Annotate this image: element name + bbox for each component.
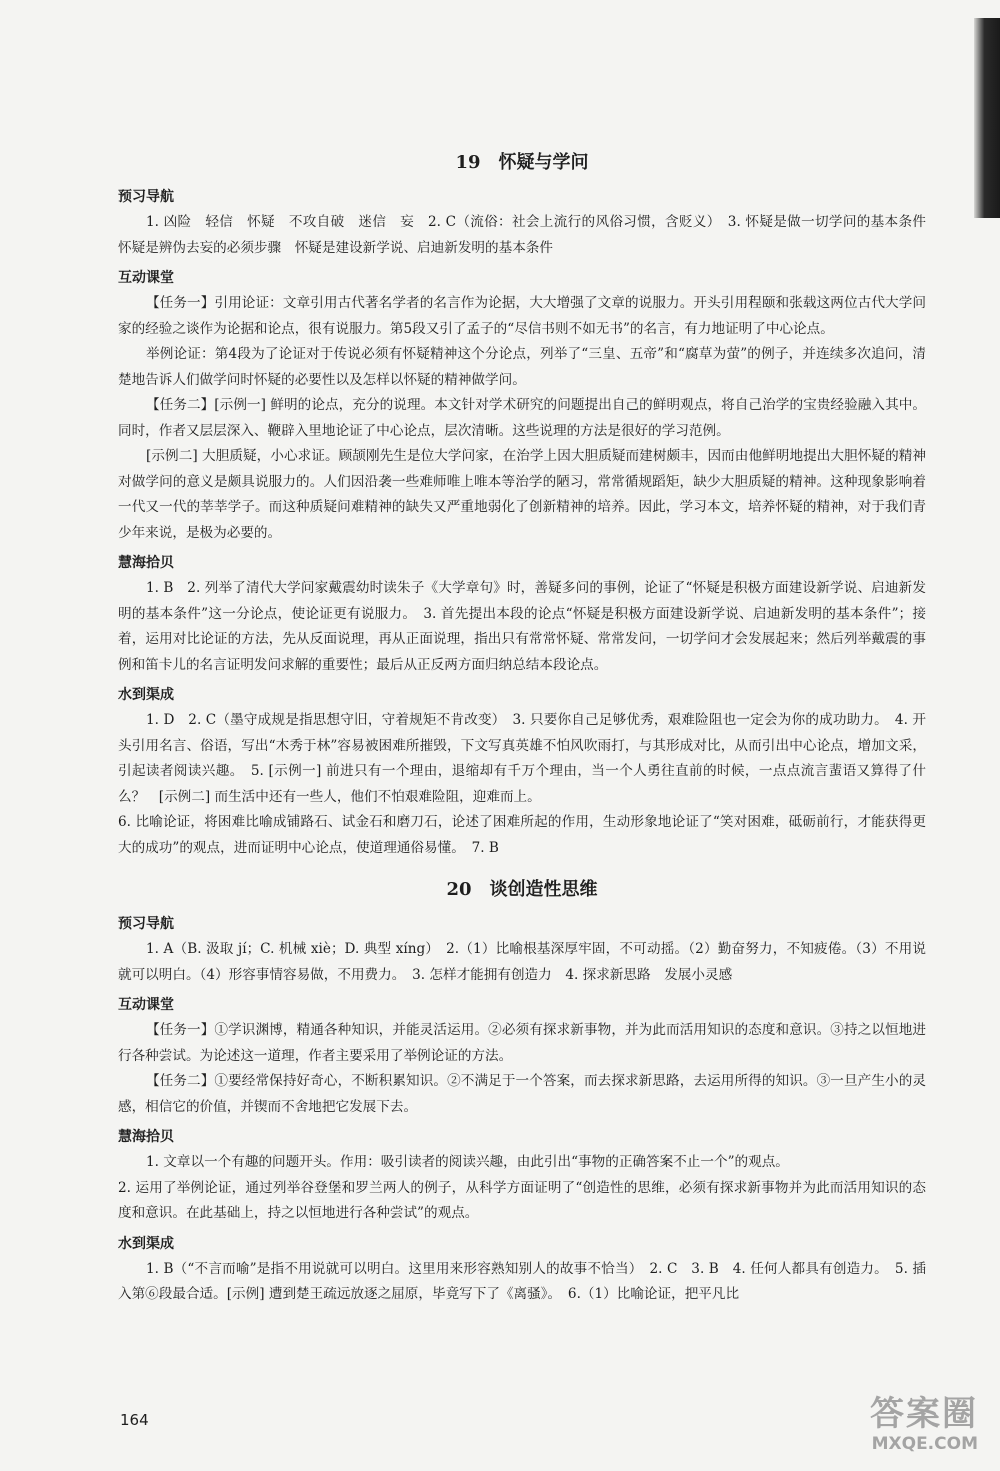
watermark-url: MXQE.COM <box>871 1434 978 1454</box>
paragraph: 【任务一】引用论证：文章引用古代著名学者的名言作为论据，大大增强了文章的说服力。开头引用程颐和张载这两位古代大学问家的经验之谈作为论据和论点，很有说服力。第5段又引了孟子的“尽信书则不如无书”的名言，有力地证明了中心论点。 <box>118 295 926 337</box>
section-heading: 慧海拾贝 <box>118 555 174 571</box>
section-heading: 预习导航 <box>118 916 174 932</box>
section-heading: 水到渠成 <box>118 1235 174 1252</box>
section-heading: 互动课堂 <box>118 270 174 286</box>
paragraph: 1. B（“不言而喻”是指不用说就可以明白。这里用来形容熟知别人的故事不恰当） 2. C 3. B 4. 任何人都具有创造力。 5. 插入第⑥段最合适。[示例] 遭到楚王疏远放逐之屈原，毕竟写下了《离骚》。 6.（1）比喻论证，把平凡比 <box>118 1260 926 1302</box>
paragraph: 1. 文章以一个有趣的问题开头。作用：吸引读者的阅读兴趣，由此引出“事物的正确答案不止一个”的观点。 <box>146 1154 789 1170</box>
paragraph: 1. 凶险 轻信 怀疑 不攻自破 迷信 妄 2. C（流俗：社会上流行的风俗习惯，含贬义） 3. 怀疑是做一切学问的基本条件 怀疑是辨伪去妄的必须步骤 怀疑是建设新学说、启迪新发明的基本条件 <box>118 214 940 256</box>
paragraph: 1. B 2. 列举了清代大学问家戴震幼时读朱子《大学章句》时，善疑多问的事例，论证了“怀疑是积极方面建设新学说、启迪新发明的基本条件”这一分论点，使论证更有说服力。 3. 首先提出本段的论点“怀疑是积极方面建设新学说、启迪新发明的基本条件”；接着，运用对比论证的方法，先从反面说理，再从正面说理，指出只有常常怀疑、常常发问，一切学问才会发展起来；然后列举戴震的事例和笛卡儿的名言证明发问求解的重要性；最后从正反两方面归纳总结本段论点。 <box>118 580 926 673</box>
paragraph: 举例论证：第4段为了论证对于传说必须有怀疑精神这个分论点，列举了“三皇、五帝”和“腐草为萤”的例子，并连续多次追问，清楚地告诉人们做学问时怀疑的必要性以及怎样以怀疑的精神做学问。 <box>118 346 926 388</box>
paragraph: 1. D 2. C（墨守成规是指思想守旧，守着规矩不肯改变） 3. 只要你自己足够优秀，艰难险阻也一定会为你的成功助力。 4. 开头引用名言、俗语，写出“木秀于林”容易被困难所摧毁，下文写真英雄不怕风吹雨打，与其形成对比，从而引出中心论点，增加文采，引起读者阅读兴趣。 5. [示例一] 前进只有一个理由，退缩却有千万个理由，当一个人勇往直前的时候，一点点流言蜚语又算得了什么？ [示例二] 而生活中还有一些人，他们不怕艰难险阻，迎难而上。 <box>118 712 926 805</box>
paragraph: 1. A（B. 汲取 jí；C. 机械 xiè；D. 典型 xíng） 2.（1）比喻根基深厚牢固，不可动摇。（2）勤奋努力，不知疲倦。（3）不用说就可以明白。（4）形容事情容易做，不用费力。 3. 怎样才能拥有创造力 4. 探求新思路 发展小灵感 <box>118 941 926 983</box>
paragraph: 【任务一】①学识渊博，精通各种知识，并能灵活运用。②必须有探求新事物，并为此而活用知识的态度和意识。③持之以恒地进行各种尝试。为论述这一道理，作者主要采用了举例论证的方法。 <box>118 1022 926 1064</box>
section-heading: 互动课堂 <box>118 997 174 1013</box>
page-number: 164 <box>120 1411 149 1429</box>
paragraph: 【任务二】①要经常保持好奇心，不断积累知识。②不满足于一个答案，而去探求新思路，去运用所得的知识。③一旦产生小的灵感，相信它的价值，并锲而不舍地把它发展下去。 <box>118 1073 926 1115</box>
section-heading: 水到渠成 <box>118 687 174 703</box>
watermark-logo <box>828 1394 978 1462</box>
document-page <box>118 140 940 1308</box>
watermark-text: 答案圈 <box>870 1394 978 1434</box>
paragraph: 2. 运用了举例论证，通过列举谷登堡和罗兰两人的例子，从科学方面证明了“创造性的思维，必须有探求新事物并为此而活用知识的态度和意识。在此基础上，持之以恒地进行各种尝试”的观点。 <box>118 1179 926 1221</box>
section-heading: 预习导航 <box>118 189 174 205</box>
paragraph: 6. 比喻论证，将困难比喻成铺路石、试金石和磨刀石，论述了困难所起的作用，生动形象地论证了“笑对困难，砥砺前行，才能获得更大的成功”的观点，进而证明中心论点，使道理通俗易懂。 7. B <box>118 814 926 856</box>
section-heading: 慧海拾贝 <box>118 1129 174 1145</box>
lesson-title: 20 谈创造性思维 <box>446 879 598 900</box>
paragraph: [示例二] 大胆质疑，小心求证。顾颉刚先生是位大学问家，在治学上因大胆质疑而建树颇丰，因而由他鲜明地提出大胆怀疑的精神对做学问的意义是颇具说服力的。人们因沿袭一些难师唯上唯本等治学的陋习，常常循规蹈矩，缺少大胆质疑的精神。这种现象影响着一代又一代的莘莘学子。而这种质疑问难精神的缺失又严重地弱化了创新精神的培养。因此，学习本文，培养怀疑的精神，对于我们青少年来说，是极为必要的。 <box>118 448 926 541</box>
page-edge-shadow <box>974 18 1000 218</box>
lesson-title: 19 怀疑与学问 <box>455 152 589 173</box>
paragraph: 【任务二】[示例一] 鲜明的论点，充分的说理。本文针对学术研究的问题提出自己的鲜明观点，将自己治学的宝贵经验融入其中。同时，作者又层层深入、鞭辟入里地论证了中心论点，层次清晰。这些说理的方法是很好的学习范例。 <box>118 397 926 439</box>
